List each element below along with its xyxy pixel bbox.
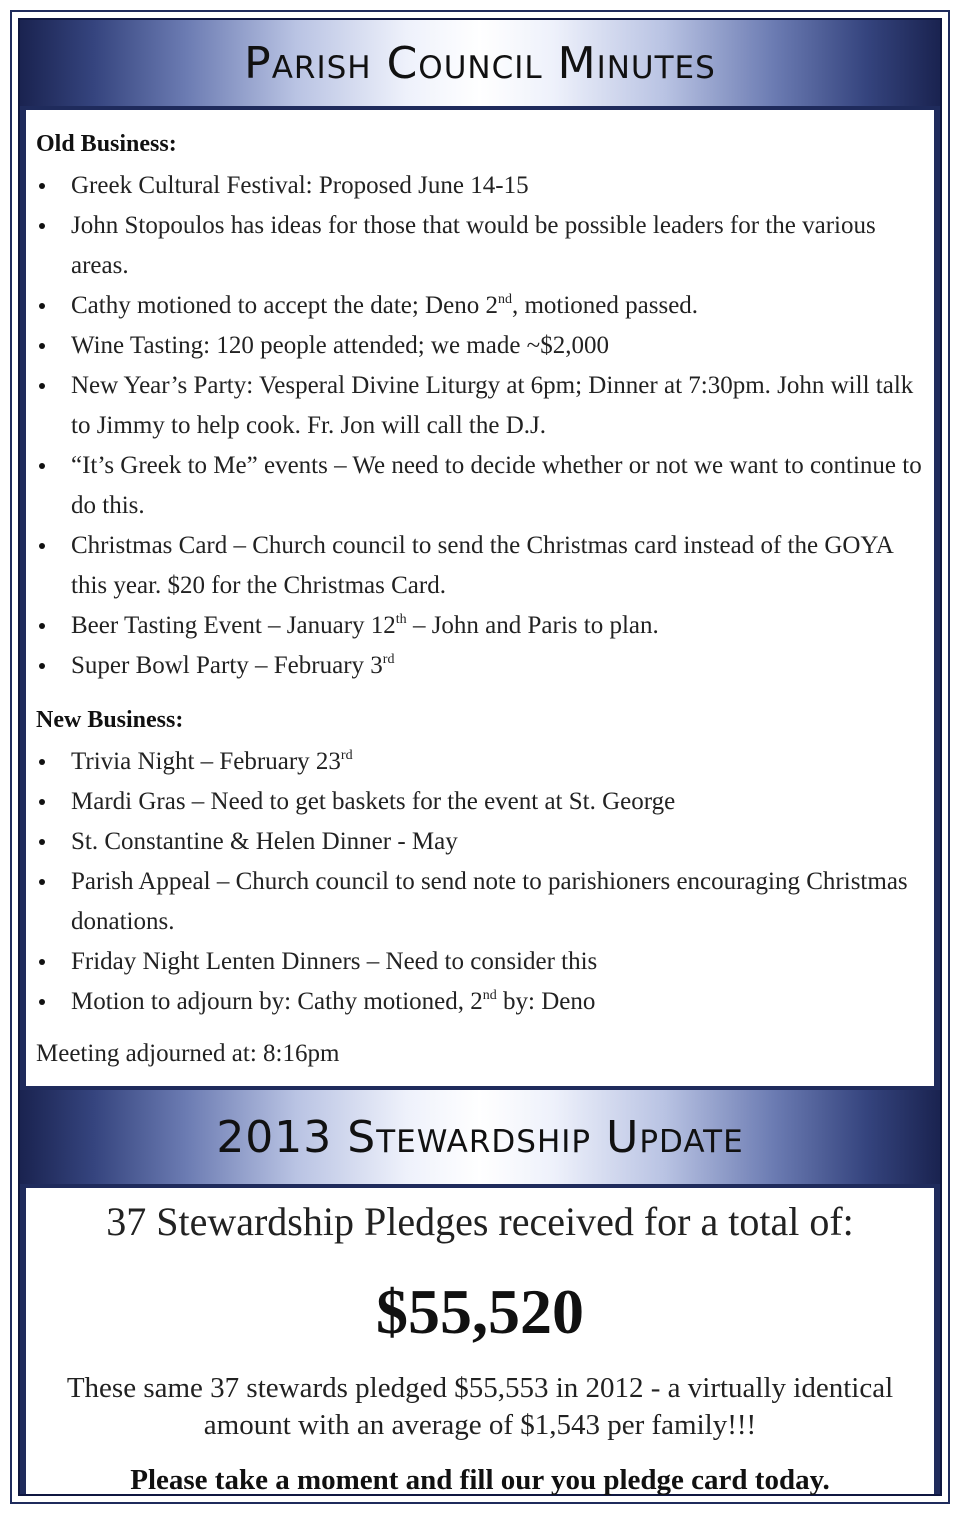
list-item: Mardi Gras – Need to get baskets for the event at St. George	[36, 782, 924, 822]
list-item: Motion to adjourn by: Cathy motioned, 2nd by: Deno	[36, 982, 924, 1022]
stewardship-banner	[20, 1090, 940, 1184]
new-business-heading: New Business:	[36, 707, 184, 733]
list-item: Christmas Card – Church council to send the Christmas card instead of the GOYA this year. $20 for the Christmas Card.	[36, 526, 924, 606]
pledge-total: $55,520	[376, 1276, 584, 1347]
new-business-list	[36, 742, 924, 1022]
list-item: Trivia Night – February 23rd	[36, 742, 924, 782]
meeting-adjourned-text: Meeting adjourned at: 8:16pm	[36, 1040, 340, 1067]
minutes-title: Parish Council Minutes	[244, 37, 716, 89]
old-business-heading: Old Business:	[36, 131, 177, 157]
list-item: Wine Tasting: 120 people attended; we made ~$2,000	[36, 326, 924, 366]
stewardship-title: 2013 Stewardship Update	[216, 1111, 744, 1163]
list-item: Parish Appeal – Church council to send note to parishioners encouraging Christmas donations.	[36, 862, 924, 942]
old-business-list	[36, 166, 924, 686]
list-item: “It’s Greek to Me” events – We need to decide whether or not we want to continue to do this.	[36, 446, 924, 526]
list-item: John Stopoulos has ideas for those that would be possible leaders for the various areas.	[36, 206, 924, 286]
list-item: Cathy motioned to accept the date; Deno 2nd, motioned passed.	[36, 286, 924, 326]
minutes-banner	[20, 20, 940, 106]
pledges-line: 37 Stewardship Pledges received for a total of:	[106, 1199, 854, 1244]
stewardship-panel	[26, 1188, 934, 1494]
list-item: St. Constantine & Helen Dinner - May	[36, 822, 924, 862]
pledge-card-call-to-action: Please take a moment and fill our you pledge card today.	[130, 1464, 830, 1496]
list-item: Beer Tasting Event – January 12th – John and Paris to plan.	[36, 606, 924, 646]
minutes-panel	[26, 110, 934, 1086]
list-item: Friday Night Lenten Dinners – Need to consider this	[36, 942, 924, 982]
list-item: Super Bowl Party – February 3rd	[36, 646, 924, 686]
list-item: Greek Cultural Festival: Proposed June 14-15	[36, 166, 924, 206]
list-item: New Year’s Party: Vesperal Divine Liturgy at 6pm; Dinner at 7:30pm. John will talk to Jimmy to help cook. Fr. Jon will call the D.J.	[36, 366, 924, 446]
pledge-comparison-note: These same 37 stewards pledged $55,553 in 2012 - a virtually identical amount with an average of $1,543 per family!!!	[66, 1372, 894, 1441]
